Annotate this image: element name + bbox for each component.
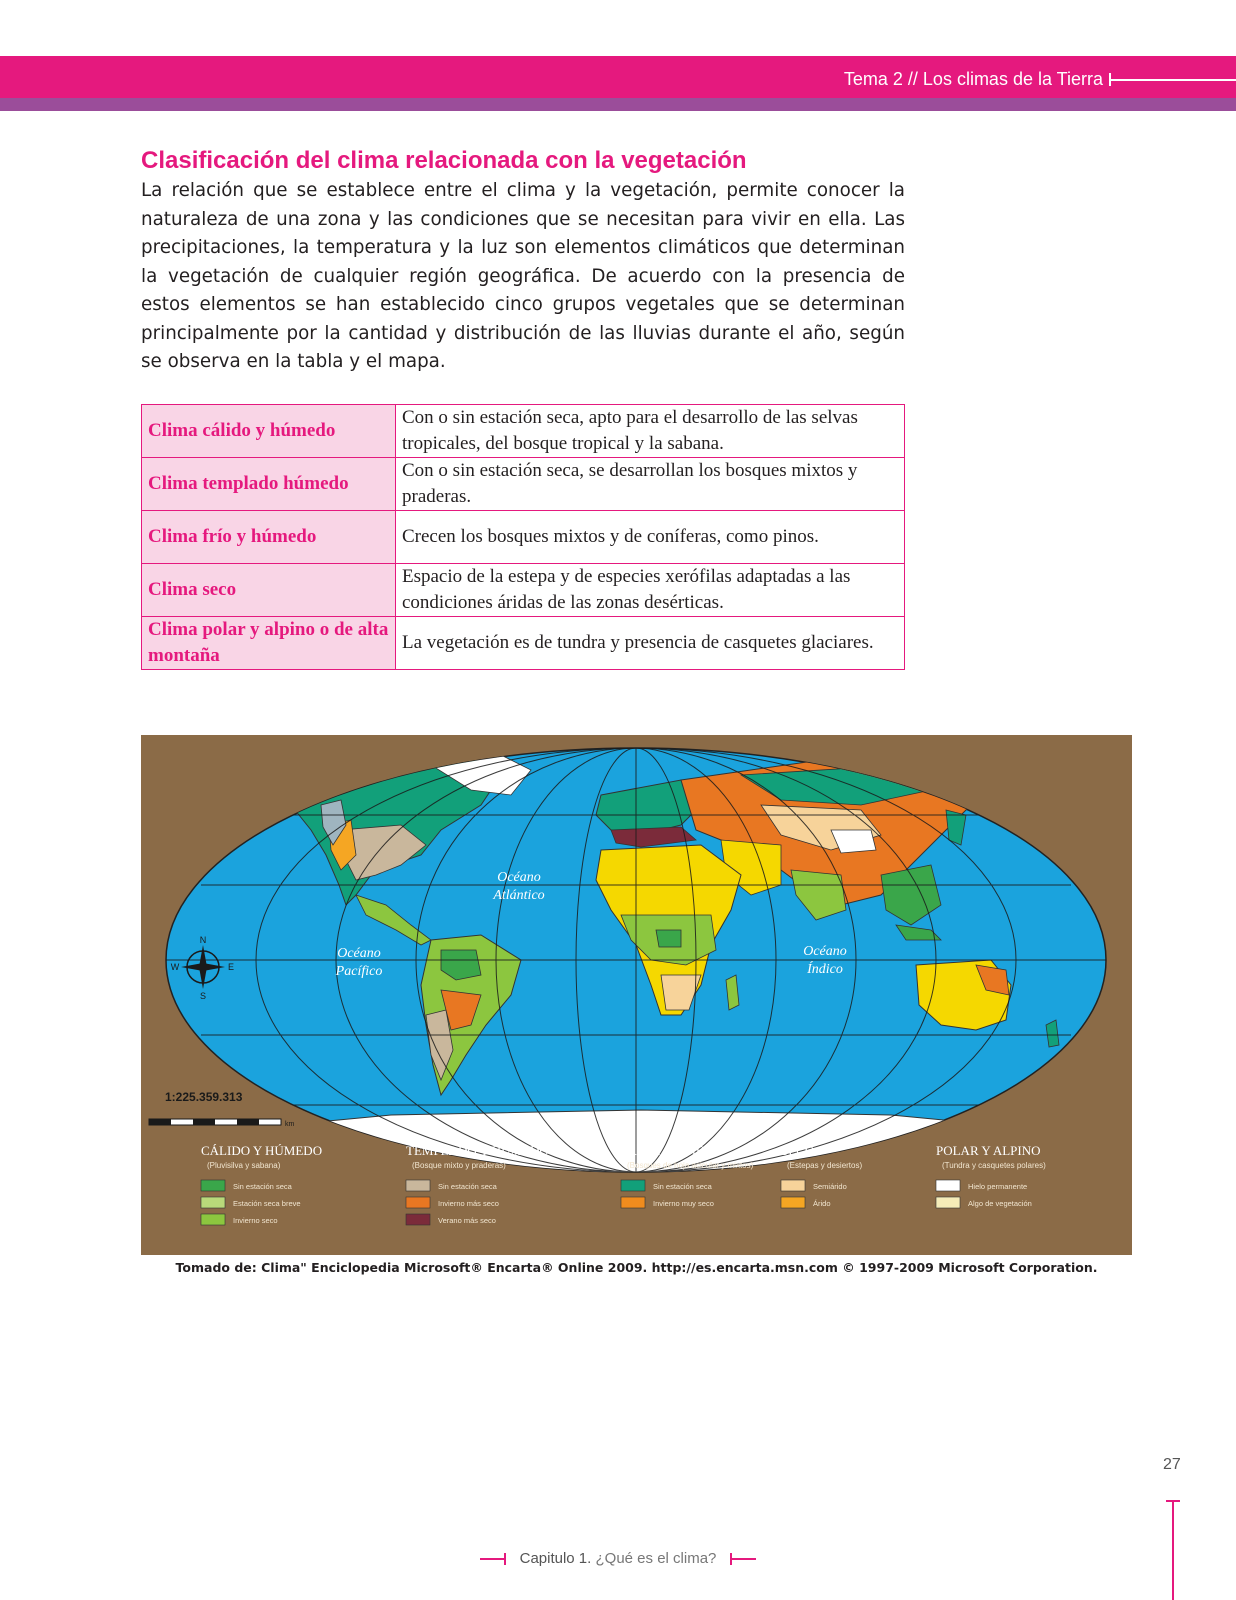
climate-description: Crecen los bosques mixtos y de coníferas, como pinos. bbox=[396, 511, 905, 564]
ocean-label: Índico bbox=[807, 962, 843, 977]
chapter-footer bbox=[0, 1550, 1236, 1567]
ocean-label: Océano bbox=[337, 946, 381, 961]
legend-group-title: SECO bbox=[781, 1143, 815, 1158]
climate-name: Clima polar y alpino o de alta montaña bbox=[142, 617, 396, 670]
legend-group-title: FRÍO Y HÚMEDO bbox=[621, 1143, 723, 1158]
legend-group-subtitle: (Pluvisilva y sabana) bbox=[207, 1161, 281, 1170]
legend-swatch bbox=[621, 1197, 645, 1208]
compass-w: W bbox=[170, 962, 180, 972]
ocean-label: Atlántico bbox=[493, 888, 545, 903]
compass-n: N bbox=[199, 935, 207, 945]
legend-item-label: Sin estación seca bbox=[233, 1182, 292, 1191]
legend-group-subtitle: (Bosque mixto y praderas) bbox=[412, 1161, 506, 1170]
legend-swatch bbox=[621, 1180, 645, 1191]
header-rule bbox=[1110, 79, 1236, 81]
footer-dash-right bbox=[730, 1558, 756, 1560]
running-title: Tema 2 // Los climas de la Tierra bbox=[843, 69, 1103, 89]
header-band-accent bbox=[0, 98, 1236, 111]
legend-swatch bbox=[936, 1197, 960, 1208]
scale-unit: km bbox=[285, 1121, 295, 1128]
climate-description: Con o sin estación seca, apto para el desarrollo de las selvas tropicales, del bosque tropical y la sabana. bbox=[396, 405, 905, 458]
congo bbox=[656, 930, 681, 947]
climate-name: Clima frío y húmedo bbox=[142, 511, 396, 564]
legend-group-subtitle: (Estepas y desiertos) bbox=[787, 1161, 863, 1170]
legend-group-title: CÁLIDO Y HÚMEDO bbox=[201, 1143, 323, 1158]
legend-item-label: Invierno seco bbox=[233, 1216, 278, 1225]
climate-name: Clima cálido y húmedo bbox=[142, 405, 396, 458]
legend-swatch bbox=[781, 1197, 805, 1208]
table-row bbox=[142, 511, 905, 564]
table-row bbox=[142, 405, 905, 458]
climate-name: Clima seco bbox=[142, 564, 396, 617]
legend-swatch bbox=[201, 1214, 225, 1225]
legend-swatch bbox=[781, 1180, 805, 1191]
map-source-credit: Tomado de: Clima" Enciclopedia Microsoft® Encarta® Online 2009. http://es.encarta.msn.com © 1997-2009 Microsoft Corporation. bbox=[175, 1260, 1098, 1275]
legend-item-label: Verano más seco bbox=[438, 1216, 496, 1225]
chapter-title: ¿Qué es el clima? bbox=[595, 1550, 717, 1567]
world-climate-map bbox=[141, 735, 1132, 1255]
climate-table bbox=[141, 404, 905, 670]
legend-swatch bbox=[936, 1180, 960, 1191]
table-row bbox=[142, 564, 905, 617]
chapter-number: Capitulo 1. bbox=[519, 1550, 592, 1567]
map-graphic bbox=[141, 735, 1132, 1255]
climate-description: Espacio de la estepa y de especies xerófilas adaptadas a las condiciones áridas de las zonas desérticas. bbox=[396, 564, 905, 617]
legend-group-title: TEMPLADO Y HÚMEDO bbox=[406, 1143, 549, 1158]
ocean-label: Pacífico bbox=[335, 964, 383, 979]
legend-item-label: Invierno muy seco bbox=[653, 1199, 714, 1208]
legend-item-label: Estación seca breve bbox=[233, 1199, 301, 1208]
legend-group-subtitle: (Bosques de hoja acicular y mixtos) bbox=[627, 1161, 754, 1170]
legend-item-label: Invierno más seco bbox=[438, 1199, 499, 1208]
legend-swatch bbox=[406, 1214, 430, 1225]
footer-dash-left bbox=[480, 1558, 506, 1560]
ocean-label: Océano bbox=[497, 870, 541, 885]
section-title: Clasificación del clima relacionada con la vegetación bbox=[141, 147, 747, 174]
page-number: 27 bbox=[1163, 1456, 1181, 1473]
intro-paragraph: La relación que se establece entre el clima y la vegetación, permite conocer la naturaleza de una zona y las condiciones que se necesitan para vivir en ella. Las precipitaciones, la temperatura y la luz son elementos climáticos que determinan la vegetación de cualquier región geográfica. De acuerdo con la presencia de estos elementos se han establecido cinco grupos vegetales que se determinan principalmente por la cantidad y distribución de las lluvias durante el año, según se observa en la tabla y el mapa. bbox=[141, 180, 905, 372]
legend-swatch bbox=[406, 1197, 430, 1208]
climate-description: La vegetación es de tundra y presencia de casquetes glaciares. bbox=[396, 617, 905, 670]
legend-item-label: Semiárido bbox=[813, 1182, 847, 1191]
legend-item-label: Algo de vegetación bbox=[968, 1199, 1032, 1208]
ocean-label: Océano bbox=[803, 944, 847, 959]
legend-swatch bbox=[406, 1180, 430, 1191]
scale-ratio: 1:225.359.313 bbox=[165, 1090, 243, 1104]
compass-s: S bbox=[199, 991, 207, 1001]
legend-swatch bbox=[201, 1180, 225, 1191]
compass-e: E bbox=[227, 962, 235, 972]
climate-description: Con o sin estación seca, se desarrollan los bosques mixtos y praderas. bbox=[396, 458, 905, 511]
legend-item-label: Sin estación seca bbox=[438, 1182, 497, 1191]
table-row bbox=[142, 458, 905, 511]
legend-item-label: Hielo permanente bbox=[968, 1182, 1028, 1191]
legend-item-label: Árido bbox=[813, 1199, 831, 1208]
legend-group-subtitle: (Tundra y casquetes polares) bbox=[942, 1161, 1046, 1170]
legend-swatch bbox=[201, 1197, 225, 1208]
legend-item-label: Sin estación seca bbox=[653, 1182, 712, 1191]
table-row bbox=[142, 617, 905, 670]
legend-group-title: POLAR Y ALPINO bbox=[936, 1143, 1041, 1158]
climate-name: Clima templado húmedo bbox=[142, 458, 396, 511]
